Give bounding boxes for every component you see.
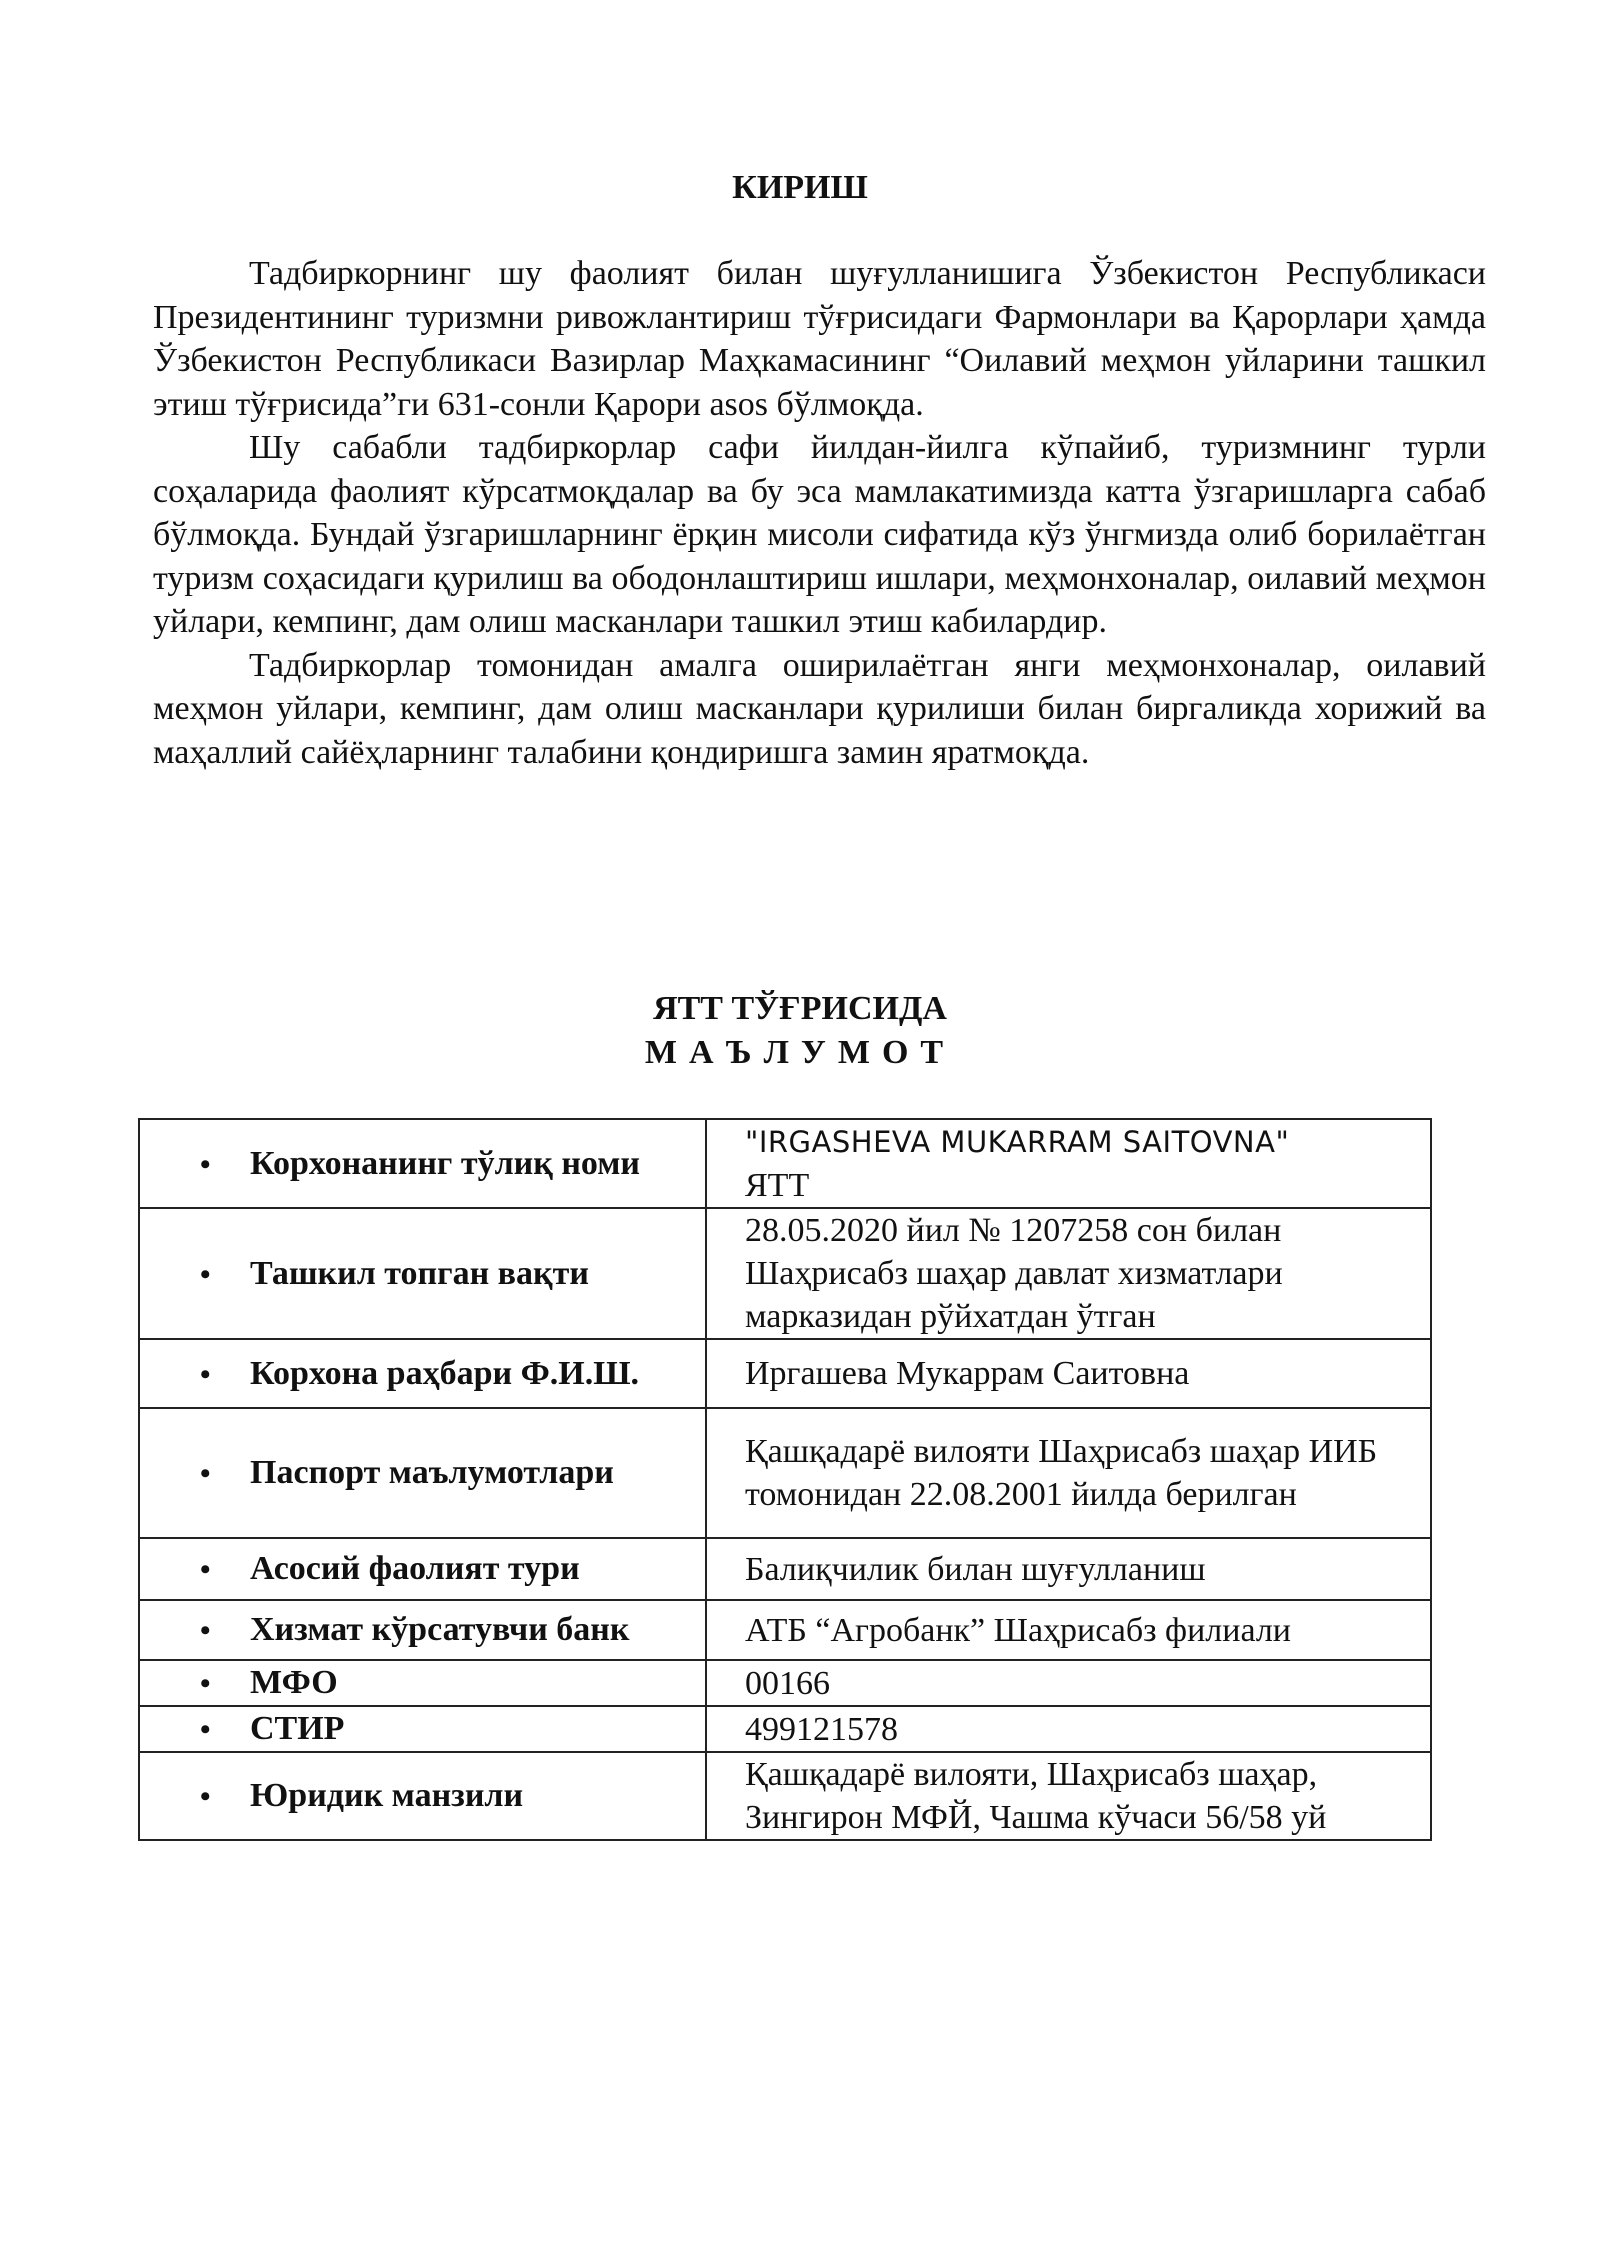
row-value-cell: [706, 1538, 1431, 1600]
row-value: 28.05.2020 йил № 1207258 сон билан Шаҳрисабз шаҳар давлат хизматлари марказидан рўйхатдан ўтган: [745, 1212, 1283, 1335]
company-type-value: ЯТТ: [745, 1167, 810, 1204]
row-value-cell: [706, 1752, 1431, 1840]
table-row: [139, 1660, 1431, 1706]
table-row: [139, 1119, 1431, 1208]
bullet-icon: •: [200, 1257, 211, 1291]
table-row: [139, 1600, 1431, 1660]
company-name-value: "IRGASHEVA MUKARRAM SAITOVNA": [745, 1125, 1290, 1159]
bullet-icon: •: [200, 1147, 211, 1181]
row-label-cell: [139, 1119, 706, 1208]
row-label: СТИР: [250, 1710, 345, 1747]
row-value: 00166: [745, 1664, 830, 1702]
info-heading-line-2: МАЪЛУМОТ: [644, 1034, 956, 1071]
row-label-cell: [139, 1538, 706, 1600]
intro-heading: КИРИШ: [732, 169, 868, 206]
row-label: Корхона раҳбари Ф.И.Ш.: [250, 1354, 640, 1392]
row-label: МФО: [250, 1664, 338, 1701]
table-row: [139, 1538, 1431, 1600]
intro-paragraph-3: Тадбиркорлар томонидан амалга оширилаётган янги меҳмонхоналар, оилавий меҳмон уйлари, кемпинг, дам олиш масканлари қурилиши билан биргаликда хорижий ва маҳаллий сайёҳларнинг талабини қондиришга замин яратмоқда.: [153, 646, 1486, 771]
bullet-icon: •: [200, 1713, 211, 1746]
table-row: [139, 1208, 1431, 1339]
row-label-cell: [139, 1600, 706, 1660]
row-label-cell: [139, 1752, 706, 1840]
row-value-cell: [706, 1119, 1431, 1208]
bullet-icon: •: [200, 1667, 211, 1700]
row-value: Қашқадарё вилояти Шаҳрисабз шаҳар ИИБ томонидан 22.08.2001 йилда берилган: [745, 1433, 1378, 1513]
company-info-table: [138, 1118, 1432, 1841]
bullet-icon: •: [200, 1357, 211, 1391]
bullet-icon: •: [200, 1457, 211, 1490]
bullet-icon: •: [200, 1553, 211, 1586]
row-label: Хизмат кўрсатувчи банк: [250, 1611, 630, 1648]
row-value-cell: [706, 1339, 1431, 1408]
bullet-icon: •: [200, 1780, 211, 1813]
row-label: Юридик манзили: [250, 1777, 524, 1814]
row-label: Паспорт маълумотлари: [250, 1454, 614, 1491]
row-label-cell: [139, 1339, 706, 1408]
row-label-cell: [139, 1208, 706, 1339]
row-value: Иргашева Мукаррам Саитовна: [745, 1355, 1190, 1392]
row-value: АТБ “Агробанк” Шаҳрисабз филиали: [745, 1611, 1291, 1649]
row-value-cell: [706, 1660, 1431, 1706]
row-value: 499121578: [745, 1710, 898, 1748]
intro-paragraph-1: Тадбиркорнинг шу фаолият билан шуғулланишига Ўзбекистон Республикаси Президентининг туризмни ривожлантириш тўғрисидаги Фармонлари ва Қарорлари ҳамда Ўзбекистон Республикаси Вазирлар Маҳкамасининг “Оилавий меҳмон уйларини ташкил этиш тўғрисида”ги 631-сонли Қарори asos бўлмоқда.: [153, 255, 1486, 423]
row-value: Қашқадарё вилояти, Шаҳрисабз шаҳар, Зингирон МФЙ, Чашма кўчаси 56/58 уй: [745, 1756, 1327, 1836]
row-label: Асосий фаолият тури: [250, 1550, 580, 1587]
row-value-cell: [706, 1600, 1431, 1660]
table-row: [139, 1752, 1431, 1840]
row-label: Корхонанинг тўлиқ номи: [250, 1144, 641, 1182]
intro-body: [153, 252, 1486, 774]
row-label-cell: [139, 1408, 706, 1538]
table-row: [139, 1408, 1431, 1538]
intro-paragraph-2: Шу сабабли тадбиркорлар сафи йилдан-йилга кўпайиб, туризмнинг турли соҳаларида фаолият кўрсатмоқдалар ва бу эса мамлакатимизда катта ўзгаришларга сабаб бўлмоқда. Бундай ўзгаришларнинг ёрқин мисоли сифатида кўз ўнгмизда олиб борилаётган туризм соҳасидаги қурилиш ва ободонлаштириш ишлари, меҳмонхоналар, оилавий меҳмон уйлари, кемпинг, дам олиш масканлари ташкил этиш кабилардир.: [153, 429, 1486, 640]
row-value: Балиқчилик билан шуғулланиш: [745, 1550, 1206, 1588]
row-label-cell: [139, 1660, 706, 1706]
row-value-cell: [706, 1408, 1431, 1538]
info-heading-line-1: ЯТТ ТЎҒРИСИДА: [653, 990, 947, 1027]
row-label-cell: [139, 1706, 706, 1752]
table-row: [139, 1706, 1431, 1752]
table-row: [139, 1339, 1431, 1408]
row-label: Ташкил топган вақти: [250, 1254, 589, 1292]
row-value-cell: [706, 1208, 1431, 1339]
bullet-icon: •: [200, 1614, 211, 1647]
row-value-cell: [706, 1706, 1431, 1752]
